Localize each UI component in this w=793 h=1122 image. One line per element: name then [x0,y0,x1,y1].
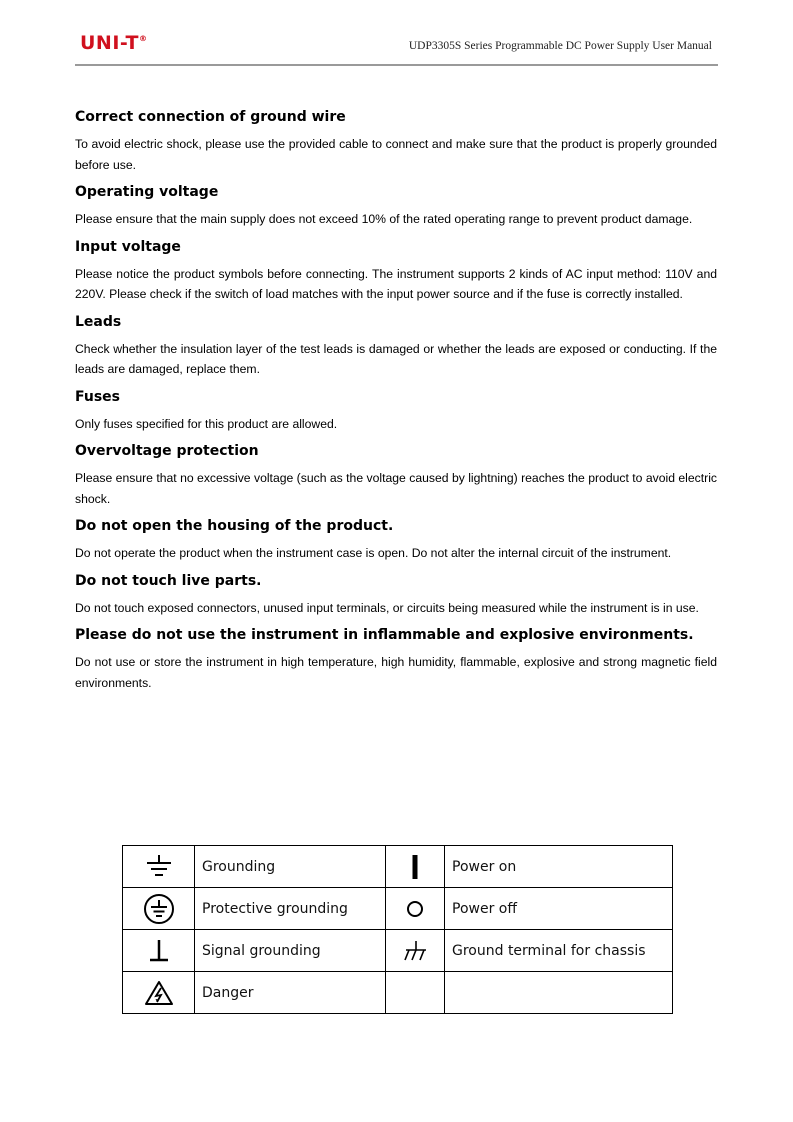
grounding-icon [144,854,174,880]
symbol-cell [123,930,195,972]
section-overvoltage [75,440,717,509]
section-body: To avoid electric shock, please use the provided cable to connect and make sure that the product is properly grounded before use. [75,137,717,172]
section-heading: Overvoltage protection [75,443,259,459]
symbols-table [122,845,673,1014]
safety-content [75,106,717,693]
section-heading: Operating voltage [75,184,219,200]
symbol-cell [123,846,195,888]
section-heading: Leads [75,313,122,330]
section-body: Please ensure that the main supply does not exceed 10% of the rated operating range to prevent product damage. [75,212,693,226]
logo-registered-mark: ® [138,34,148,43]
section-heading: Correct connection of ground wire [75,109,346,125]
section-body: Please ensure that no excessive voltage (such as the voltage caused by lightning) reaches the product to avoid electric shock. [75,471,717,506]
section-body: Check whether the insulation layer of the test leads is damaged or whether the leads are exposed or conducting. If the leads are damaged, replace them. [75,341,717,376]
section-ground-wire [75,106,717,175]
section-heading: Fuses [75,388,120,405]
section-body: Please notice the product symbols before connecting. The instrument supports 2 kinds of AC input method: 110V and 220V. Please check if the switch of load matches with the input power source and if the fuse is correctly installed. [75,266,717,301]
section-heading: Do not open the housing of the product. [75,518,394,534]
symbol-cell [386,930,445,972]
danger-icon [144,980,174,1006]
section-body: Do not touch exposed connectors, unused input terminals, or circuits being measured while the instrument is in use. [75,600,699,615]
section-body: Do not use or store the instrument in high temperature, high humidity, flammable, explosive and strong magnetic field environments. [75,655,717,690]
symbol-cell [123,888,195,930]
section-body: Only fuses specified for this product are allowed. [75,416,338,431]
symbol-label: Grounding [195,846,386,888]
section-heading: Do not touch live parts. [75,572,262,589]
symbol-cell [123,972,195,1014]
section-environments [75,624,717,693]
section-heading: Please do not use the instrument in inflammable and explosive environments. [75,627,694,643]
section-heading: Input voltage [75,238,181,255]
table-row [123,930,673,972]
symbol-label: Power off [445,888,673,930]
symbol-cell [386,846,445,888]
signal-grounding-icon [147,938,171,964]
table-row [123,888,673,930]
manual-title: UDP3305S Series Programmable DC Power Supply User Manual [408,40,712,52]
power-on-icon [408,854,422,880]
symbol-label: Ground terminal for chassis [445,930,673,972]
power-off-icon [405,899,425,919]
section-housing [75,515,717,564]
section-input-voltage [75,236,717,305]
symbol-label: Danger [195,972,386,1014]
symbol-cell [386,888,445,930]
symbol-label: Protective grounding [195,888,386,930]
symbol-label: Power on [445,846,673,888]
symbol-label: Signal grounding [195,930,386,972]
table-row [123,972,673,1014]
empty-symbol-cell [386,972,445,1014]
section-leads [75,311,717,380]
protective-grounding-icon [143,893,175,925]
logo-text: UNI-T [80,32,139,54]
page-header [75,28,718,66]
section-live-parts [75,570,717,619]
chassis-ground-icon [401,939,429,963]
section-operating-voltage [75,181,717,230]
section-body: Do not operate the product when the instrument case is open. Do not alter the internal circuit of the instrument. [75,546,672,560]
table-row [123,846,673,888]
section-fuses [75,386,717,435]
brand-logo [80,32,147,54]
empty-label-cell [445,972,673,1014]
